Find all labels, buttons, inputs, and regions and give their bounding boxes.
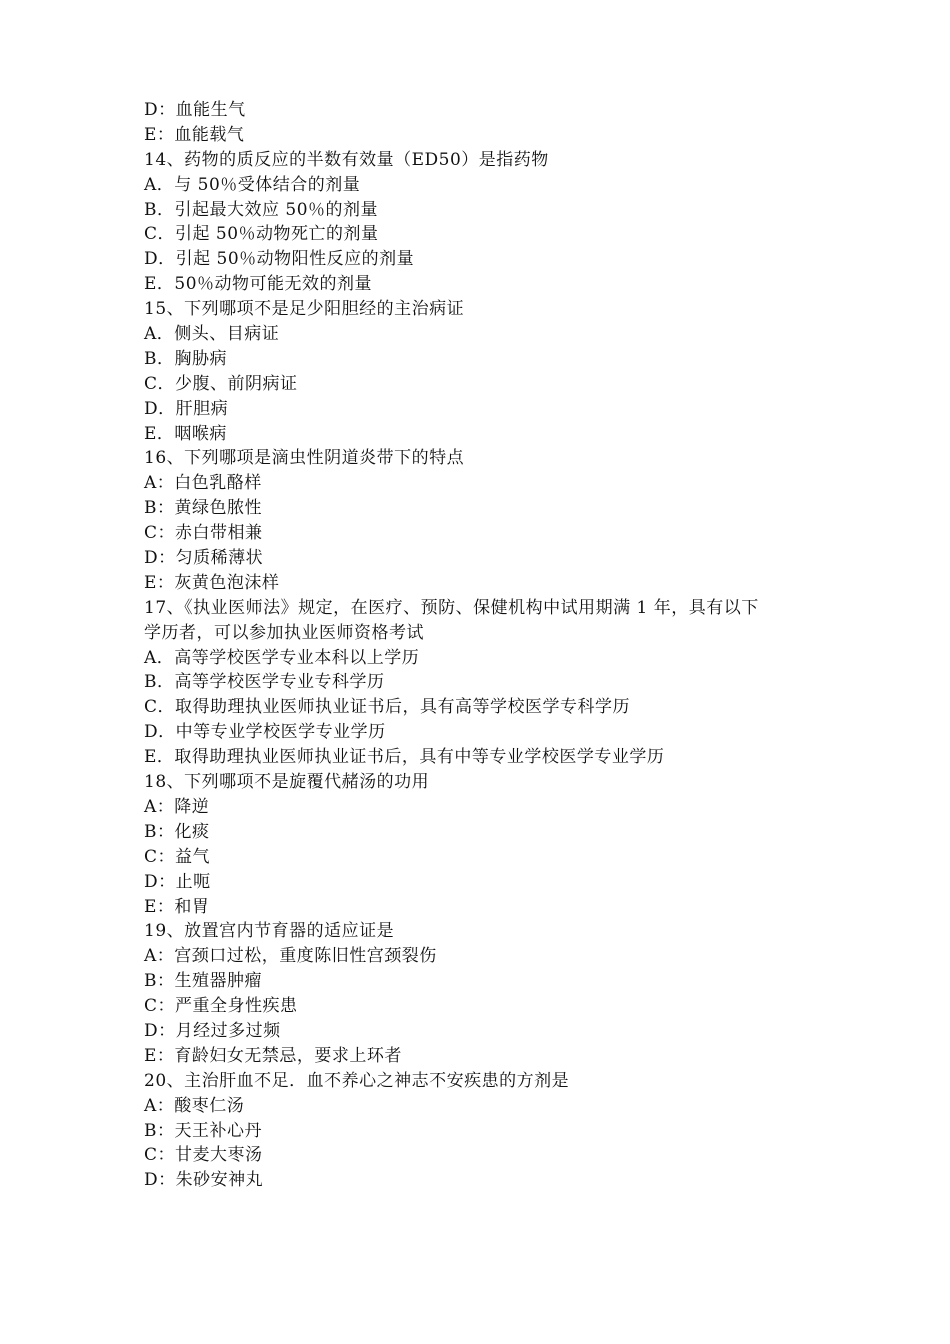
question-20-option-c: C：甘麦大枣汤: [144, 1145, 263, 1166]
question-19-option-b: B：生殖器肿瘤: [144, 971, 262, 992]
question-18-option-d: D：止呃: [144, 871, 211, 892]
question-16-option-e: E：灰黄色泡沫样: [144, 572, 280, 593]
question-19-stem: 19、放置宫内节育器的适应证是: [144, 921, 395, 942]
question-20-option-b: B：天王补心丹: [144, 1120, 262, 1141]
question-16-option-a: A：白色乳酪样: [144, 473, 262, 494]
question-15-option-b: B．胸胁病: [144, 348, 227, 369]
question-14-option-a: A．与 50％受体结合的剂量: [144, 174, 361, 195]
question-17-option-e: E．取得助理执业医师执业证书后，具有中等专业学校医学专业学历: [144, 747, 665, 768]
question-17-option-b: B．高等学校医学专业专科学历: [144, 672, 385, 693]
option-line: E：血能载气: [144, 124, 245, 145]
question-15-option-d: D．肝胆病: [144, 398, 229, 419]
question-14-stem: 14、药物的质反应的半数有效量（ED50）是指药物: [144, 149, 549, 170]
question-15-option-c: C．少腹、前阴病证: [144, 373, 298, 394]
question-16-option-d: D：匀质稀薄状: [144, 548, 264, 569]
question-20-stem: 20、主治肝血不足．血不养心之神志不安疾患的方剂是: [144, 1070, 570, 1091]
question-18-option-e: E：和胃: [144, 896, 210, 917]
question-17-stem-line-1: 17、《执业医师法》规定，在医疗、预防、保健机构中试用期满 1 年，具有以下: [144, 597, 759, 618]
question-18-option-b: B：化痰: [144, 821, 210, 842]
question-15-option-a: A．侧头、目病证: [144, 324, 280, 345]
question-18-stem: 18、下列哪项不是旋覆代赭汤的功用: [144, 772, 430, 793]
question-17-option-a: A．高等学校医学专业本科以上学历: [144, 647, 420, 668]
question-16-stem: 16、下列哪项是滴虫性阴道炎带下的特点: [144, 448, 465, 469]
question-20-option-d: D：朱砂安神丸: [144, 1170, 264, 1191]
question-14-option-e: E．50％动物可能无效的剂量: [144, 274, 373, 295]
question-19-option-a: A：宫颈口过松，重度陈旧性宫颈裂伤: [144, 946, 437, 967]
question-15-stem: 15、下列哪项不是足少阳胆经的主治病证: [144, 299, 465, 320]
question-15-option-e: E．咽喉病: [144, 423, 227, 444]
question-14-option-c: C．引起 50％动物死亡的剂量: [144, 224, 379, 245]
question-19-option-e: E：育龄妇女无禁忌，要求上环者: [144, 1045, 402, 1066]
question-17-stem-line-2: 学历者，可以参加执业医师资格考试: [144, 622, 424, 643]
question-18-option-c: C：益气: [144, 846, 211, 867]
question-18-option-a: A：降逆: [144, 796, 210, 817]
question-19-option-d: D：月经过多过频: [144, 1020, 281, 1041]
question-17-option-d: D．中等专业学校医学专业学历: [144, 722, 386, 743]
question-17-option-c: C．取得助理执业医师执业证书后，具有高等学校医学专科学历: [144, 697, 631, 718]
question-20-option-a: A：酸枣仁汤: [144, 1095, 245, 1116]
question-14-option-b: B．引起最大效应 50％的剂量: [144, 199, 379, 220]
document-page: [144, 98, 824, 1193]
question-16-option-b: B：黄绿色脓性: [144, 498, 262, 519]
question-19-option-c: C：严重全身性疾患: [144, 996, 298, 1017]
question-16-option-c: C：赤白带相兼: [144, 523, 263, 544]
question-14-option-d: D．引起 50％动物阳性反应的剂量: [144, 249, 415, 270]
option-line: D：血能生气: [144, 100, 246, 120]
